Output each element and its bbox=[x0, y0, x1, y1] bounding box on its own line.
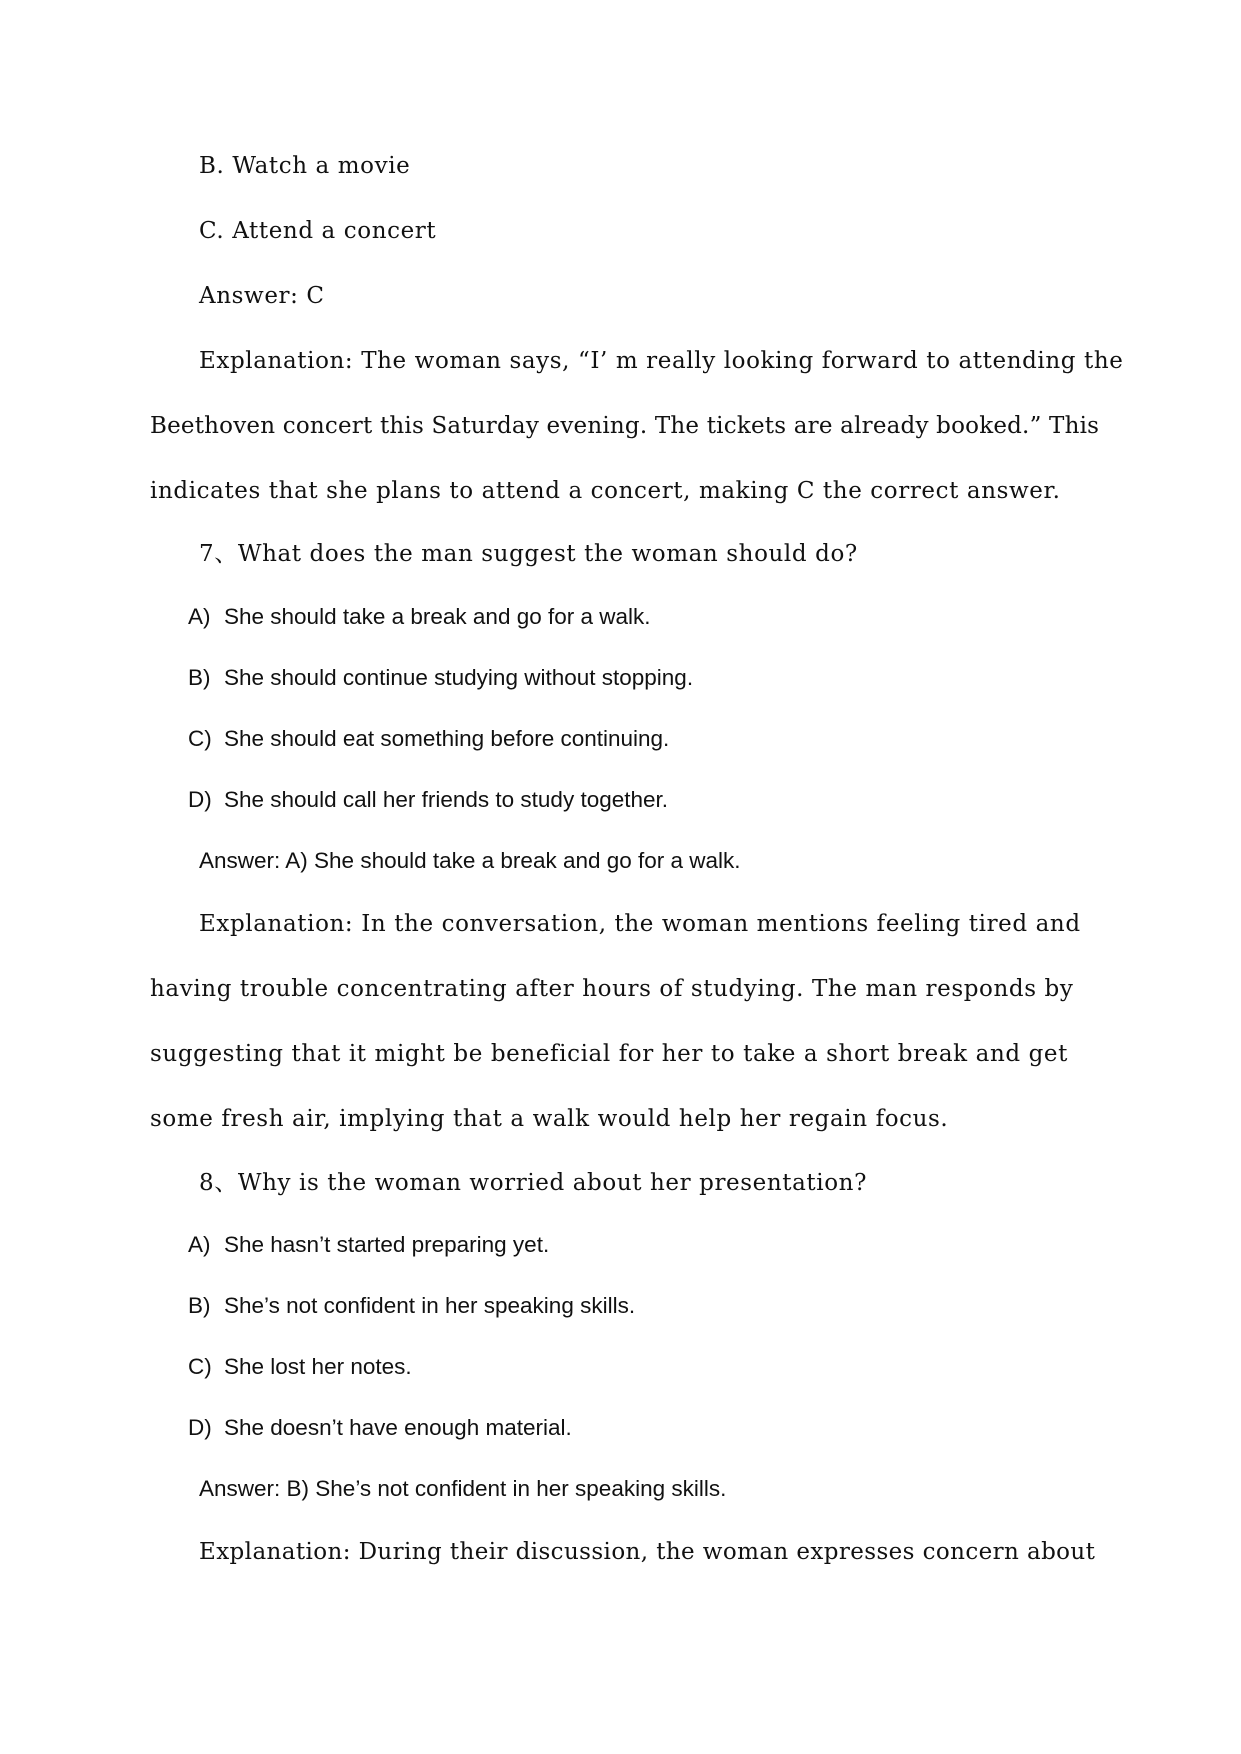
q7-question: 7、What does the man suggest the woman should do? bbox=[199, 541, 858, 567]
prev-option-b: B. Watch a movie bbox=[199, 153, 411, 179]
option-text: She should continue studying without stopping. bbox=[224, 665, 694, 690]
option-text: She doesn’t have enough material. bbox=[224, 1415, 572, 1440]
prev-option-c: C. Attend a concert bbox=[199, 218, 437, 244]
q8-option-b bbox=[188, 1295, 635, 1318]
q8-option-c bbox=[188, 1356, 412, 1379]
option-text: She’s not confident in her speaking skills. bbox=[224, 1293, 636, 1318]
q7-answer: Answer: A) She should take a break and go for a walk. bbox=[199, 848, 741, 873]
option-letter: A) bbox=[188, 604, 211, 629]
option-letter: B) bbox=[188, 665, 211, 690]
option-letter: C) bbox=[188, 726, 212, 751]
prev-explanation-line-1: Explanation: The woman says, “I’ m really looking forward to attending the bbox=[199, 348, 1124, 374]
prev-explanation-line-2: Beethoven concert this Saturday evening. The tickets are already booked.” This bbox=[150, 413, 1100, 439]
q7-option-d bbox=[188, 789, 668, 812]
option-text: She lost her notes. bbox=[224, 1354, 412, 1379]
q8-option-a bbox=[188, 1234, 549, 1257]
option-text: She should take a break and go for a walk. bbox=[224, 604, 651, 629]
prev-explanation-line-3: indicates that she plans to attend a concert, making C the correct answer. bbox=[150, 478, 1061, 504]
option-text: She should call her friends to study together. bbox=[224, 787, 669, 812]
q7-explanation-line-1: Explanation: In the conversation, the woman mentions feeling tired and bbox=[199, 911, 1081, 937]
option-letter: A) bbox=[188, 1232, 211, 1257]
q7-explanation-line-2: having trouble concentrating after hours of studying. The man responds by bbox=[150, 976, 1074, 1002]
option-text: She hasn’t started preparing yet. bbox=[224, 1232, 550, 1257]
q8-option-d bbox=[188, 1417, 572, 1440]
option-letter: D) bbox=[188, 1415, 212, 1440]
q7-option-b bbox=[188, 667, 693, 690]
option-letter: C) bbox=[188, 1354, 212, 1379]
q8-explanation-line-1: Explanation: During their discussion, the woman expresses concern about bbox=[199, 1539, 1096, 1565]
q8-answer: Answer: B) She’s not confident in her speaking skills. bbox=[199, 1476, 727, 1501]
option-letter: B) bbox=[188, 1293, 211, 1318]
option-text: She should eat something before continuing. bbox=[224, 726, 670, 751]
q7-explanation-line-3: suggesting that it might be beneficial for her to take a short break and get bbox=[150, 1041, 1068, 1067]
prev-answer: Answer: C bbox=[199, 283, 325, 309]
q8-question: 8、Why is the woman worried about her presentation? bbox=[199, 1170, 868, 1196]
q7-explanation-line-4: some fresh air, implying that a walk would help her regain focus. bbox=[150, 1106, 949, 1132]
q7-option-c bbox=[188, 728, 669, 751]
q7-option-a bbox=[188, 606, 651, 629]
option-letter: D) bbox=[188, 787, 212, 812]
